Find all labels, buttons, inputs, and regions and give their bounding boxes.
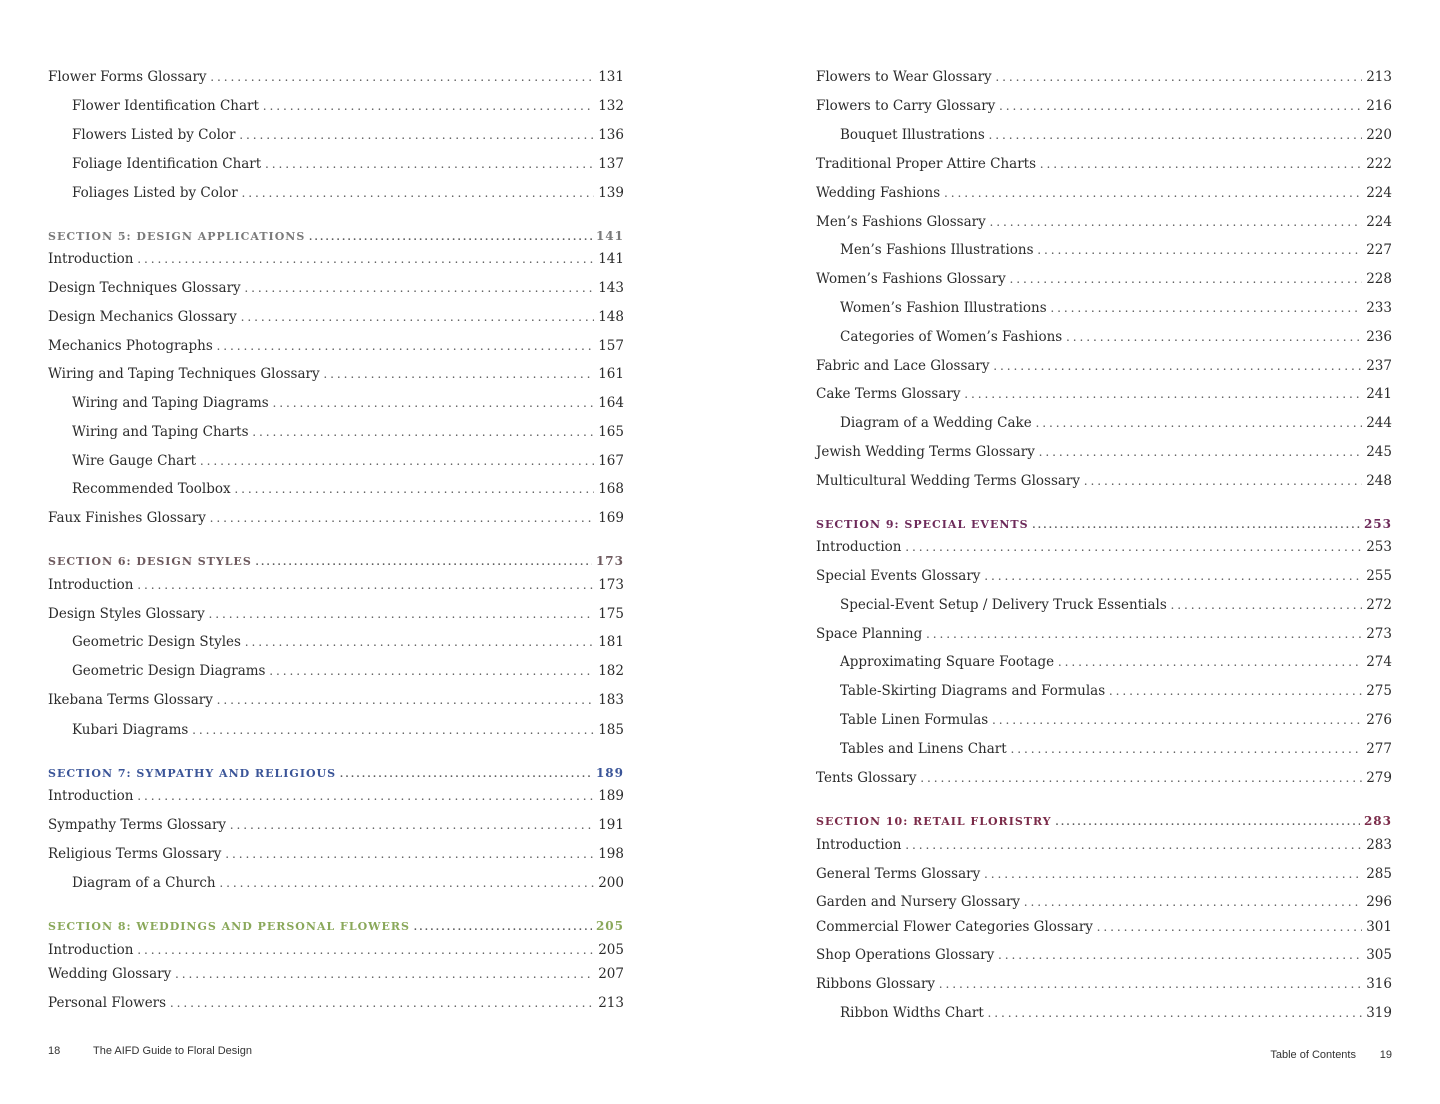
toc-entry-label: Mechanics Photographs [48,338,213,354]
toc-entry [48,994,624,1012]
dot-leader [242,184,594,202]
toc-entry-label: Bouquet Illustrations [840,127,985,143]
dot-leader [994,357,1363,375]
toc-entry-label: Design Techniques Glossary [48,280,241,296]
toc-entry-label: Sympathy Terms Glossary [48,817,227,833]
toc-entry [48,662,624,680]
toc-entry-page: 274 [1366,654,1392,670]
toc-entry [48,337,624,355]
toc-entry-label: Shop Operations Glossary [816,947,995,963]
dot-leader [1056,813,1360,831]
dot-leader [1033,516,1360,534]
section-heading-label: SECTION 10: RETAIL FLORISTRY [816,815,1052,828]
toc-entry-page: 272 [1366,597,1392,613]
toc-entry [48,250,624,268]
dot-leader [996,68,1363,86]
dot-leader [273,394,595,412]
toc-entry-label: Ribbons Glossary [816,976,936,992]
toc-entry [48,184,624,202]
toc-entry-page: 248 [1366,473,1392,489]
dot-leader [984,567,1362,585]
toc-entry-page: 198 [598,846,624,862]
dot-leader [1051,299,1363,317]
toc-entry [816,97,1392,115]
toc-entry [816,299,1392,317]
dot-leader [988,1004,1362,1022]
dot-leader [1010,270,1362,288]
toc-entry-label: General Terms Glossary [816,866,981,882]
toc-entry-label: Wiring and Taping Techniques Glossary [48,366,320,382]
toc-entry [816,682,1392,700]
toc-entry-label: Introduction [48,577,134,593]
toc-entry [816,918,1392,936]
footer-page-number: 19 [1379,1049,1392,1061]
toc-entry-label: Women’s Fashion Illustrations [840,300,1047,316]
dot-leader [964,385,1362,403]
toc-entry [48,509,624,527]
toc-entry [816,68,1392,86]
toc-entry-page: 205 [598,942,624,958]
section-heading-page: 205 [595,919,624,933]
toc-entry [816,769,1392,787]
toc-entry-page: 275 [1366,683,1392,699]
toc-entry-label: Special-Event Setup / Delivery Truck Essentials [840,597,1167,613]
toc-entry-label: Diagram of a Church [72,875,216,891]
dot-leader [230,816,594,834]
toc-entry-label: Ikebana Terms Glossary [48,692,213,708]
dot-leader [240,126,595,144]
toc-entry-label: Categories of Women’s Fashions [840,329,1063,345]
toc-entry-label: Flowers to Carry Glossary [816,98,996,114]
dot-leader [1097,918,1362,936]
toc-entry-page: 279 [1366,770,1392,786]
toc-entry-page: 181 [598,634,624,650]
toc-entry-label: Fabric and Lace Glossary [816,358,990,374]
toc-entry-page: 301 [1366,919,1392,935]
toc-entry [48,423,624,441]
toc-entry [816,865,1392,883]
toc-entry-page: 319 [1366,1005,1392,1021]
toc-entry-label: Introduction [48,942,134,958]
dot-leader [906,836,1363,854]
toc-entry [816,443,1392,461]
toc-entry-label: Foliages Listed by Color [72,185,238,201]
dot-leader [138,941,595,959]
toc-entry-page: 136 [598,127,624,143]
dot-leader [192,721,594,739]
dot-leader [1038,241,1363,259]
toc-entry [48,97,624,115]
toc-entry-page: 224 [1366,214,1392,230]
left-page [48,0,624,1104]
toc-entry [48,452,624,470]
toc-entry-label: Introduction [816,539,902,555]
toc-entry-label: Design Mechanics Glossary [48,309,237,325]
toc-entry-label: Foliage Identification Chart [72,156,262,172]
toc-entry-label: Introduction [816,837,902,853]
toc-entry [816,538,1392,556]
toc-entry-label: Wire Gauge Chart [72,453,197,469]
toc-entry-label: Flower Identification Chart [72,98,259,114]
toc-entry [48,68,624,86]
toc-entry-label: Tables and Linens Chart [840,741,1007,757]
toc-entry-label: Flowers Listed by Color [72,127,236,143]
toc-entry-page: 165 [598,424,624,440]
toc-entry [48,365,624,383]
toc-entry [816,241,1392,259]
toc-entry [816,740,1392,758]
toc-entry-page: 245 [1366,444,1392,460]
toc-entry-label: Cake Terms Glossary [816,386,961,402]
toc-entry-page: 164 [598,395,624,411]
section-heading-label: SECTION 9: SPECIAL EVENTS [816,518,1029,531]
dot-leader [175,965,594,983]
toc-entry-label: Diagram of a Wedding Cake [840,415,1032,431]
toc-entry-label: Wedding Fashions [816,185,941,201]
dot-leader [1011,740,1363,758]
toc-entry-page: 141 [598,251,624,267]
toc-entry [816,893,1392,911]
toc-entry [816,625,1392,643]
dot-leader [1039,443,1362,461]
dot-leader [926,625,1362,643]
toc-entry-label: Multicultural Wedding Terms Glossary [816,473,1081,489]
dot-leader [241,308,594,326]
toc-entry [48,691,624,709]
toc-entry-label: Garden and Nursery Glossary [816,894,1021,910]
toc-entry-label: Recommended Toolbox [72,481,231,497]
toc-entry-label: Faux Finishes Glossary [48,510,206,526]
dot-leader [217,337,594,355]
dot-leader [1066,328,1362,346]
dot-leader [263,97,594,115]
toc-entry-page: 139 [598,185,624,201]
dot-leader [998,946,1362,964]
toc-entry-page: 273 [1366,626,1392,642]
toc-entry [816,213,1392,231]
dot-leader [138,250,595,268]
toc-entry-label: Geometric Design Diagrams [72,663,266,679]
dot-leader [235,480,595,498]
toc-entry [48,279,624,297]
toc-entry-page: 237 [1366,358,1392,374]
toc-entry [48,308,624,326]
toc-entry [48,787,624,805]
toc-entry-page: 169 [598,510,624,526]
toc-entry-label: Space Planning [816,626,923,642]
toc-entry [816,653,1392,671]
toc-entry-page: 161 [598,366,624,382]
toc-entry [816,328,1392,346]
toc-entry-label: Flower Forms Glossary [48,69,207,85]
toc-entry [48,845,624,863]
toc-entry [816,126,1392,144]
dot-leader [245,633,594,651]
toc-entry-page: 132 [598,98,624,114]
dot-leader [1084,472,1362,490]
toc-entry-label: Wiring and Taping Charts [72,424,249,440]
toc-entry [816,472,1392,490]
dot-leader [989,126,1362,144]
toc-entry-page: 143 [598,280,624,296]
toc-entry [816,414,1392,432]
toc-entry-label: Flowers to Wear Glossary [816,69,992,85]
toc-entry-page: 148 [598,309,624,325]
dot-leader [170,994,594,1012]
dot-leader [138,787,595,805]
section-heading [48,552,624,571]
toc-entry-page: 216 [1366,98,1392,114]
dot-leader [1058,653,1362,671]
footer-book-title: The AIFD Guide to Floral Design [93,1045,252,1057]
toc-entry [816,567,1392,585]
toc-entry-page: 137 [598,156,624,172]
toc-entry [816,1004,1392,1022]
toc-entry-page: 227 [1366,242,1392,258]
toc-entry-label: Men’s Fashions Glossary [816,214,986,230]
dot-leader [340,765,592,783]
dot-leader [999,97,1362,115]
dot-leader [217,691,594,709]
dot-leader [253,423,595,441]
dot-leader [1024,893,1362,911]
toc-entry [816,357,1392,375]
toc-entry-label: Special Events Glossary [816,568,981,584]
dot-leader [906,538,1363,556]
toc-entry-label: Religious Terms Glossary [48,846,222,862]
toc-entry [816,596,1392,614]
toc-entry-page: 253 [1366,539,1392,555]
toc-entry-page: 220 [1366,127,1392,143]
toc-entry [816,711,1392,729]
section-heading [48,764,624,783]
toc-entry-page: 173 [598,577,624,593]
toc-entry-label: Approximating Square Footage [840,654,1055,670]
toc-entry-label: Wedding Glossary [48,966,172,982]
dot-leader [990,213,1363,231]
toc-entry [816,385,1392,403]
toc-entry-page: 255 [1366,568,1392,584]
toc-entry [816,946,1392,964]
toc-entry-page: 189 [598,788,624,804]
toc-entry-label: Wiring and Taping Diagrams [72,395,269,411]
toc-entry-page: 157 [598,338,624,354]
toc-entry-label: Kubari Diagrams [72,722,189,738]
toc-entry [816,975,1392,993]
toc-entry [816,836,1392,854]
section-heading-label: SECTION 6: DESIGN STYLES [48,555,252,568]
toc-entry-label: Personal Flowers [48,995,167,1011]
toc-entry-page: 200 [598,875,624,891]
toc-entry-page: 224 [1366,185,1392,201]
dot-leader [309,228,592,246]
dot-leader [245,279,595,297]
toc-entry-label: Tents Glossary [816,770,917,786]
dot-leader [1171,596,1362,614]
toc-entry-page: 131 [598,69,624,85]
toc-entry-label: Table-Skirting Diagrams and Formulas [840,683,1106,699]
toc-entry [816,155,1392,173]
section-heading [816,812,1392,831]
toc-entry [48,941,624,959]
toc-entry-label: Introduction [48,251,134,267]
toc-entry-label: Table Linen Formulas [840,712,989,728]
dot-leader [324,365,595,383]
dot-leader [138,576,595,594]
section-heading [816,515,1392,534]
toc-entry-page: 305 [1366,947,1392,963]
dot-leader [200,452,594,470]
dot-leader [225,845,594,863]
toc-entry-page: 222 [1366,156,1392,172]
toc-entry-page: 168 [598,481,624,497]
dot-leader [414,918,592,936]
section-heading-page: 283 [1363,814,1392,828]
footer-page-number: 18 [48,1045,61,1057]
section-heading-label: SECTION 5: DESIGN APPLICATIONS [48,230,306,243]
toc-entry-page: 283 [1366,837,1392,853]
dot-leader [265,155,594,173]
toc-entry-label: Ribbon Widths Chart [840,1005,984,1021]
toc-entry-page: 191 [598,817,624,833]
toc-entry [48,394,624,412]
toc-entry-page: 236 [1366,329,1392,345]
toc-entry-page: 183 [598,692,624,708]
toc-entry-page: 276 [1366,712,1392,728]
toc-entry [816,270,1392,288]
toc-entry-page: 316 [1366,976,1392,992]
section-heading-label: SECTION 7: SYMPATHY AND RELIGIOUS [48,767,337,780]
section-heading-label: SECTION 8: WEDDINGS AND PERSONAL FLOWERS [48,920,410,933]
toc-entry-page: 241 [1366,386,1392,402]
dot-leader [992,711,1362,729]
toc-entry-page: 213 [598,995,624,1011]
toc-entry-page: 182 [598,663,624,679]
toc-entry [48,155,624,173]
toc-entry [48,965,624,983]
toc-entry-page: 244 [1366,415,1392,431]
dot-leader [210,509,594,527]
toc-entry [48,126,624,144]
toc-entry-page: 233 [1366,300,1392,316]
toc-entry-page: 296 [1366,894,1392,910]
dot-leader [921,769,1363,787]
toc-entry [48,816,624,834]
right-page [816,0,1392,1104]
dot-leader [939,975,1362,993]
dot-leader [944,184,1362,202]
section-heading-page: 173 [595,554,624,568]
dot-leader [211,68,595,86]
toc-entry [48,576,624,594]
toc-entry-label: Traditional Proper Attire Charts [816,156,1037,172]
section-heading-page: 141 [595,229,624,243]
dot-leader [1109,682,1362,700]
toc-entry-page: 277 [1366,741,1392,757]
dot-leader [1040,155,1362,173]
toc-entry-page: 175 [598,606,624,622]
toc-entry [48,874,624,892]
toc-entry-page: 207 [598,966,624,982]
toc-entry-page: 213 [1366,69,1392,85]
footer-section-title: Table of Contents [1270,1049,1356,1061]
toc-entry-page: 167 [598,453,624,469]
toc-entry-page: 285 [1366,866,1392,882]
section-heading [48,227,624,246]
toc-entry-label: Commercial Flower Categories Glossary [816,919,1093,935]
toc-entry [48,480,624,498]
toc-entry [816,184,1392,202]
toc-entry-label: Men’s Fashions Illustrations [840,242,1034,258]
toc-entry-label: Jewish Wedding Terms Glossary [816,444,1035,460]
section-heading [48,917,624,936]
toc-entry [48,633,624,651]
toc-entry-page: 185 [598,722,624,738]
toc-entry [48,721,624,739]
toc-entry-label: Geometric Design Styles [72,634,241,650]
toc-entry-label: Women’s Fashions Glossary [816,271,1006,287]
dot-leader [256,553,592,571]
dot-leader [220,874,595,892]
toc-entry-label: Design Styles Glossary [48,606,205,622]
toc-entry-page: 228 [1366,271,1392,287]
dot-leader [984,865,1362,883]
dot-leader [270,662,595,680]
toc-entry [48,605,624,623]
section-heading-page: 253 [1363,517,1392,531]
section-heading-page: 189 [595,766,624,780]
dot-leader [1036,414,1362,432]
dot-leader [209,605,594,623]
toc-entry-label: Introduction [48,788,134,804]
